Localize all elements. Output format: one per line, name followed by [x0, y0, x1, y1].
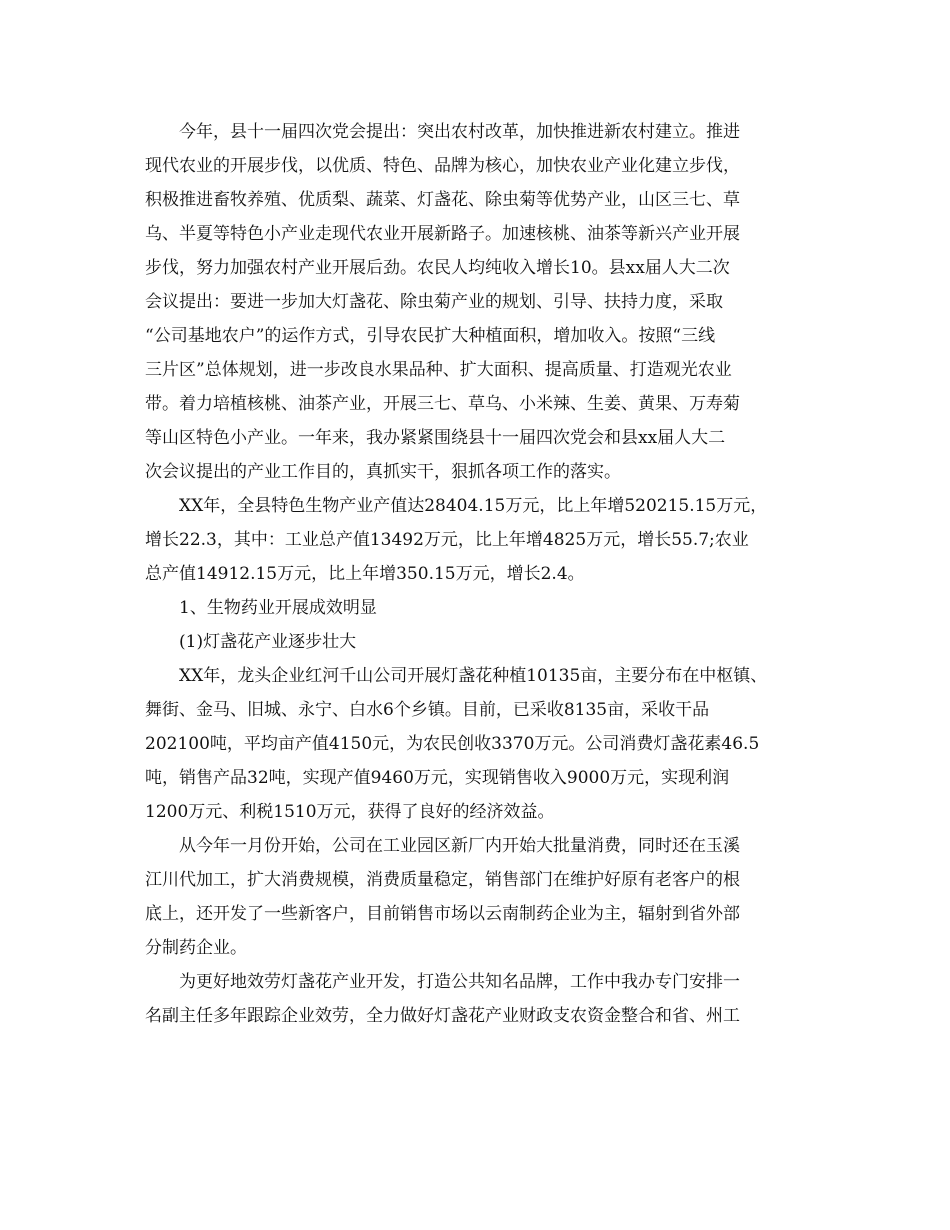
text-line: 总产值14912.15万元，比上年增350.15万元，增长2.4。: [145, 564, 585, 584]
text-line: 乌、半夏等特色小产业走现代农业开展新路子。加速核桃、油茶等新兴产业开展: [145, 224, 740, 244]
text-line: 会议提出：要进一步加大灯盏花、除虫菊产业的规划、引导、扶持力度，采取: [145, 292, 723, 312]
text-line: 1、生物药业开展成效明显: [179, 598, 377, 618]
paragraph-3: [145, 659, 815, 829]
text-line: 积极推进畜牧养殖、优质梨、蔬菜、灯盏花、除虫菊等优势产业，山区三七、草: [145, 190, 740, 210]
text-line: 增长22.3，其中：工业总产值13492万元，比上年增4825万元，增长55.7;农业: [145, 530, 749, 550]
text-line: 带。着力培植核桃、油茶产业，开展三七、草乌、小米辣、生姜、黄果、万寿菊: [145, 394, 740, 414]
text-line: 今年，县十一届四次党会提出：突出农村改革，加快推进新农村建立。推进: [179, 122, 740, 142]
text-line: 为更好地效劳灯盏花产业开发，打造公共知名品牌，工作中我办专门安排一: [179, 972, 740, 992]
text-line: XX年，龙头企业红河千山公司开展灯盏花种植10135亩，主要分布在中枢镇、: [179, 666, 768, 686]
text-line: XX年，全县特色生物产业产值达28404.15万元，比上年增520215.15万元，: [179, 496, 768, 516]
text-line: 名副主任多年跟踪企业效劳，全力做好灯盏花产业财政支农资金整合和省、州工: [145, 1006, 740, 1026]
text-line: 202100吨，平均亩产值4150元，为农民创收3370万元。公司消费灯盏花素46.5: [145, 734, 760, 754]
paragraph-2: [145, 489, 815, 591]
text-line: “公司基地农户”的运作方式，引导农民扩大种植面积，增加收入。按照“三线: [145, 326, 716, 346]
text-line: 底上，还开发了一些新客户，目前销售市场以云南制药企业为主，辐射到省外部: [145, 904, 740, 924]
paragraph-5: [145, 965, 815, 1033]
text-line: 从今年一月份开始，公司在工业园区新厂内开始大批量消费，同时还在玉溪: [179, 836, 740, 856]
text-line: 分制药企业。: [145, 938, 247, 958]
text-line: 吨，销售产品32吨，实现产值9460万元，实现销售收入9000万元，实现利润: [145, 768, 730, 788]
text-line: 次会议提出的产业工作目的，真抓实干，狠抓各项工作的落实。: [145, 462, 621, 482]
text-line: 现代农业的开展步伐，以优质、特色、品牌为核心，加快农业产业化建立步伐，: [145, 156, 740, 176]
text-line: 三片区”总体规划，进一步改良水果品种、扩大面积、提高质量、打造观光农业: [145, 360, 732, 380]
text-line: (1)灯盏花产业逐步壮大: [179, 632, 357, 652]
text-line: 江川代加工，扩大消费规模，消费质量稳定，销售部门在维护好原有老客户的根: [145, 870, 740, 890]
text-line: 步伐，努力加强农村产业开展后劲。农民人均纯收入增长10。县xx届人大二次: [145, 258, 730, 278]
paragraph-4: [145, 829, 815, 965]
subsection-heading: [145, 625, 815, 659]
document-body: [145, 115, 815, 1033]
text-line: 等山区特色小产业。一年来，我办紧紧围绕县十一届四次党会和县xx届人大二: [145, 428, 726, 448]
paragraph-1: [145, 115, 815, 489]
text-line: 1200万元、利税1510万元，获得了良好的经济效益。: [145, 802, 555, 822]
text-line: 舞街、金马、旧城、永宁、白水6个乡镇。目前，已采收8135亩，采收干品: [145, 700, 710, 720]
section-heading: [145, 591, 815, 625]
